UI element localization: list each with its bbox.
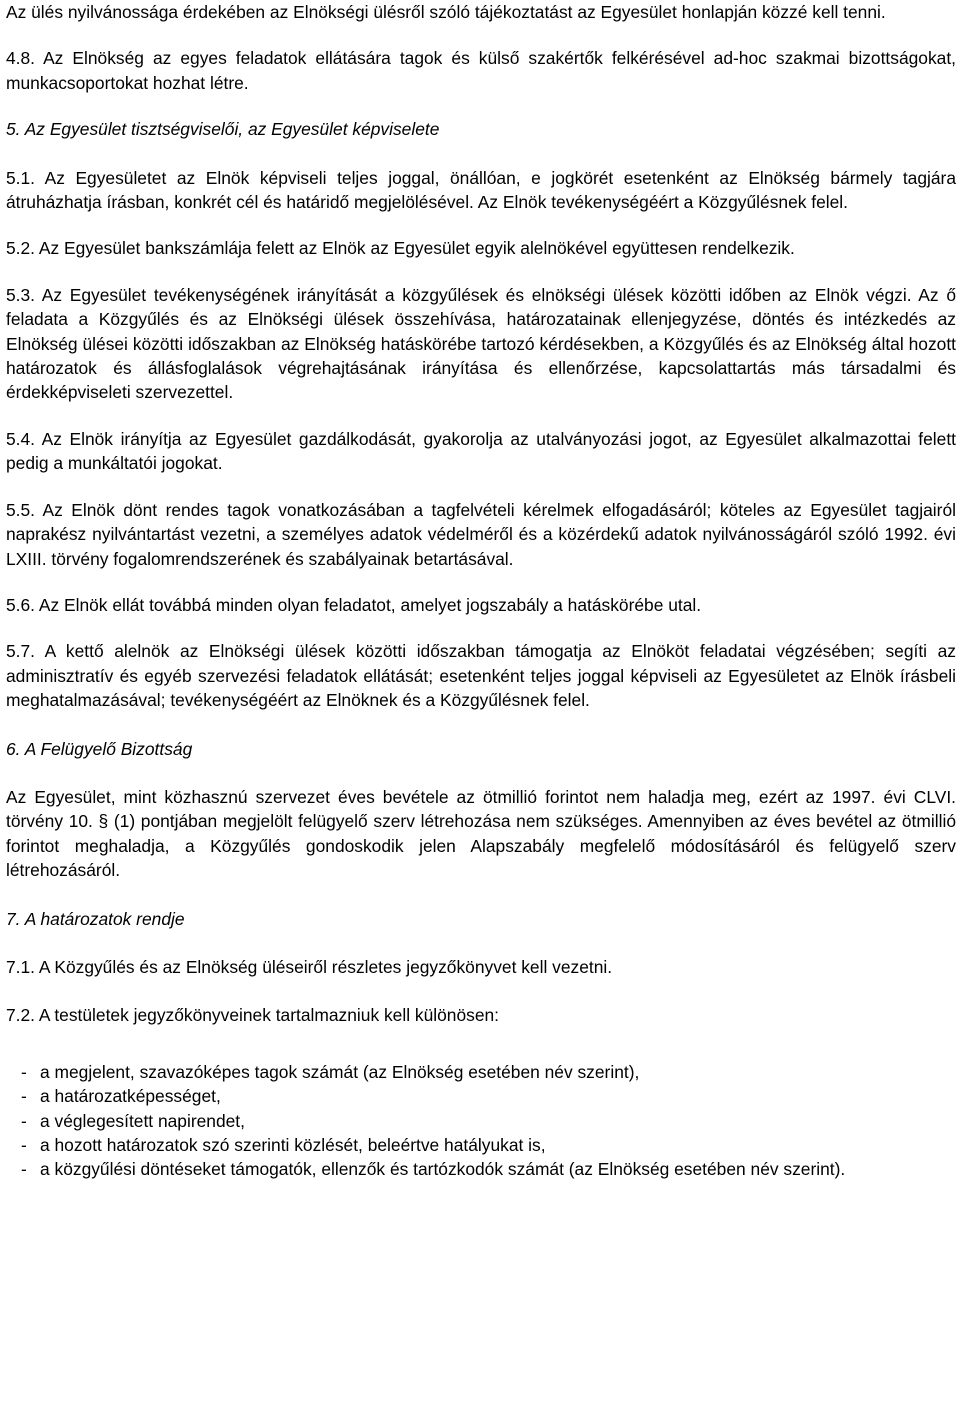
paragraph-5-4: 5.4. Az Elnök irányítja az Egyesület gazdálkodását, gyakorolja az utalványozási jogot, az Egyesület alkalmazottai felett pedig a munkáltatói jogokat. bbox=[6, 428, 956, 474]
dash-marker: - bbox=[21, 1159, 27, 1180]
paragraph-5-7: 5.7. A kettő alelnök az Elnökségi ülések közötti időszakban támogatja az Elnököt feladatai végzésében; segíti az adminisztratív és egyéb szervezési feladatok ellátását; esetenként teljes joggal képviseli az Egyesületet az Elnök írásbeli meghatalmazásával; tevékenységéért az Elnöknek és a Közgyűlésnek felel. bbox=[6, 641, 956, 711]
list-item-text: a határozatképességet, bbox=[40, 1086, 221, 1107]
paragraph-7-1: 7.1. A Közgyűlés és az Elnökség üléseiről részletes jegyzőkönyvet kell vezetni. bbox=[6, 956, 613, 977]
list-item bbox=[6, 1060, 956, 1084]
paragraph-5-1: 5.1. Az Egyesületet az Elnök képviseli teljes joggal, önállóan, e jogkörét esetenként az Elnökség bármely tagjára átruházhatja írásban, konkrét cél és határidő megjelölésével. Az Elnök tevékenységéért a Közgyűlésnek felel. bbox=[6, 167, 956, 213]
paragraph-7-2: 7.2. A testületek jegyzőkönyveinek tartalmazniuk kell különösen: bbox=[6, 1005, 500, 1026]
dash-marker: - bbox=[21, 1086, 27, 1107]
minutes-contents-list bbox=[6, 1060, 956, 1182]
list-item-text: a hozott határozatok szó szerinti közlését, beleértve hatályukat is, bbox=[40, 1135, 546, 1155]
paragraph-6: Az Egyesület, mint közhasznú szervezet éves bevétele az ötmillió forintot nem haladja meg, ezért az 1997. évi CLVI. törvény 10. § (1) pontjában megjelölt felügyelő szerv létrehozása nem szükséges. Amennyiben az éves bevétel az ötmillió forintot meghaladja, a Közgyűlés gondoskodik jelen Alapszabály megfelelő módosításáról és felügyelő szerv létrehozásáról. bbox=[6, 786, 956, 881]
section-heading-7: 7. A határozatok rendje bbox=[6, 908, 185, 929]
paragraph-5-2: 5.2. Az Egyesület bankszámlája felett az Elnök az Egyesület egyik alelnökével együttesen rendelkezik. bbox=[6, 238, 795, 259]
paragraph-5-3: 5.3. Az Egyesület tevékenységének irányítását a közgyűlések és elnökségi ülések közötti időben az Elnök végzi. Az ő feladata a Közgyűlés és az Elnökségi ülések összehívása, határozatainak ellenjegyzése, döntés és intézkedés az Elnökség ülései közötti időszakban az Elnökség hatáskörébe tartozó kérdésekben, a Közgyűlés és az Elnökség által hozott határozatok és állásfoglalások végrehajtásának irányítása és ellenőrzése, kapcsolattartás más társadalmi és érdekképviseleti szervezettel. bbox=[6, 284, 956, 403]
dash-marker: - bbox=[21, 1110, 27, 1131]
list-item-text: a megjelent, szavazóképes tagok számát (az Elnökség esetében név szerint), bbox=[40, 1061, 640, 1082]
list-item bbox=[6, 1157, 956, 1181]
section-heading-5: 5. Az Egyesület tisztségviselői, az Egyesület képviselete bbox=[6, 119, 440, 140]
section-heading-6: 6. A Felügyelő Bizottság bbox=[6, 738, 193, 759]
document-page bbox=[6, 0, 956, 1182]
paragraph-5-6: 5.6. Az Elnök ellát továbbá minden olyan feladatot, amelyet jogszabály a hatáskörébe utal. bbox=[6, 594, 702, 615]
dash-marker: - bbox=[21, 1061, 27, 1082]
list-item-text: a közgyűlési döntéseket támogatók, ellenzők és tartózkodók számát (az Elnökség esetében név szerint). bbox=[40, 1159, 846, 1180]
list-item bbox=[6, 1109, 956, 1133]
paragraph-4-8: 4.8. Az Elnökség az egyes feladatok ellátására tagok és külső szakértők felkérésével ad-hoc szakmai bizottságokat, munkacsoportokat hozhat létre. bbox=[6, 48, 956, 93]
list-item bbox=[6, 1084, 956, 1108]
paragraph-intro: Az ülés nyilvánossága érdekében az Elnökségi ülésről szóló tájékoztatást az Egyesület honlapján közzé kell tenni. bbox=[6, 2, 886, 22]
list-item-text: a véglegesített napirendet, bbox=[40, 1110, 245, 1131]
dash-marker: - bbox=[21, 1135, 27, 1155]
paragraph-5-5: 5.5. Az Elnök dönt rendes tagok vonatkozásában a tagfelvételi kérelmek elfogadásáról; köteles az Egyesület tagjairól naprakész nyilvántartást vezetni, a személyes adatok védelméről és a közérdekű adatok nyilvánosságáról szóló 1992. évi LXIII. törvény fogalomrendszerének és szabályainak betartásával. bbox=[6, 499, 956, 569]
list-item bbox=[6, 1133, 956, 1157]
